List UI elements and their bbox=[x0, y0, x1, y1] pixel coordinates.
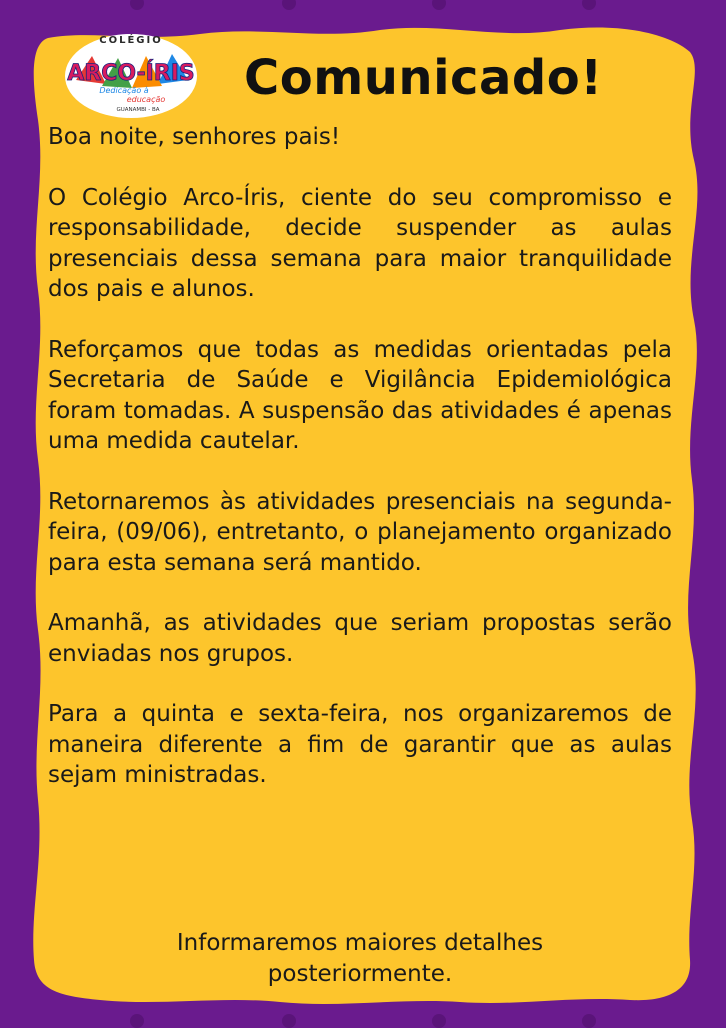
announcement-body bbox=[48, 122, 672, 821]
logo-tagline-1: Dedicação à bbox=[99, 86, 149, 95]
closing-note: Informaremos maiores detalhes posteriormente. bbox=[176, 930, 544, 987]
paragraph-1: O Colégio Arco-Íris, ciente do seu compromisso e responsabilidade, decide suspender as aulas presenciais dessa semana para maior tranquilidade dos pais e alunos. bbox=[48, 184, 672, 302]
paragraph-5: Para a quinta e sexta-feira, nos organizaremos de maneira diferente a fim de garantir que as aulas sejam ministradas. bbox=[48, 701, 672, 788]
school-logo bbox=[62, 26, 200, 120]
paragraph-3: Retornaremos às atividades presenciais na segunda-feira, (09/06), entretanto, o planejamento organizado para esta semana será mantido. bbox=[48, 488, 672, 576]
logo-name: ARCO-ÍRIS bbox=[67, 61, 195, 86]
greeting: Boa noite, senhores pais! bbox=[48, 124, 341, 150]
paragraph-4: Amanhã, as atividades que seriam propostas serão enviadas nos grupos. bbox=[48, 610, 672, 667]
page-title: Comunicado! bbox=[244, 50, 603, 106]
logo-tagline-2: educação bbox=[126, 95, 166, 104]
logo-top-text: COLÉGIO bbox=[99, 35, 163, 46]
logo-location: GUANAMBI - BA bbox=[116, 107, 160, 113]
paragraph-2: Reforçamos que todas as medidas orientadas pela Secretaria de Saúde e Vigilância Epidemiológica foram tomadas. A suspensão das atividades é apenas uma medida cautelar. bbox=[48, 336, 672, 454]
